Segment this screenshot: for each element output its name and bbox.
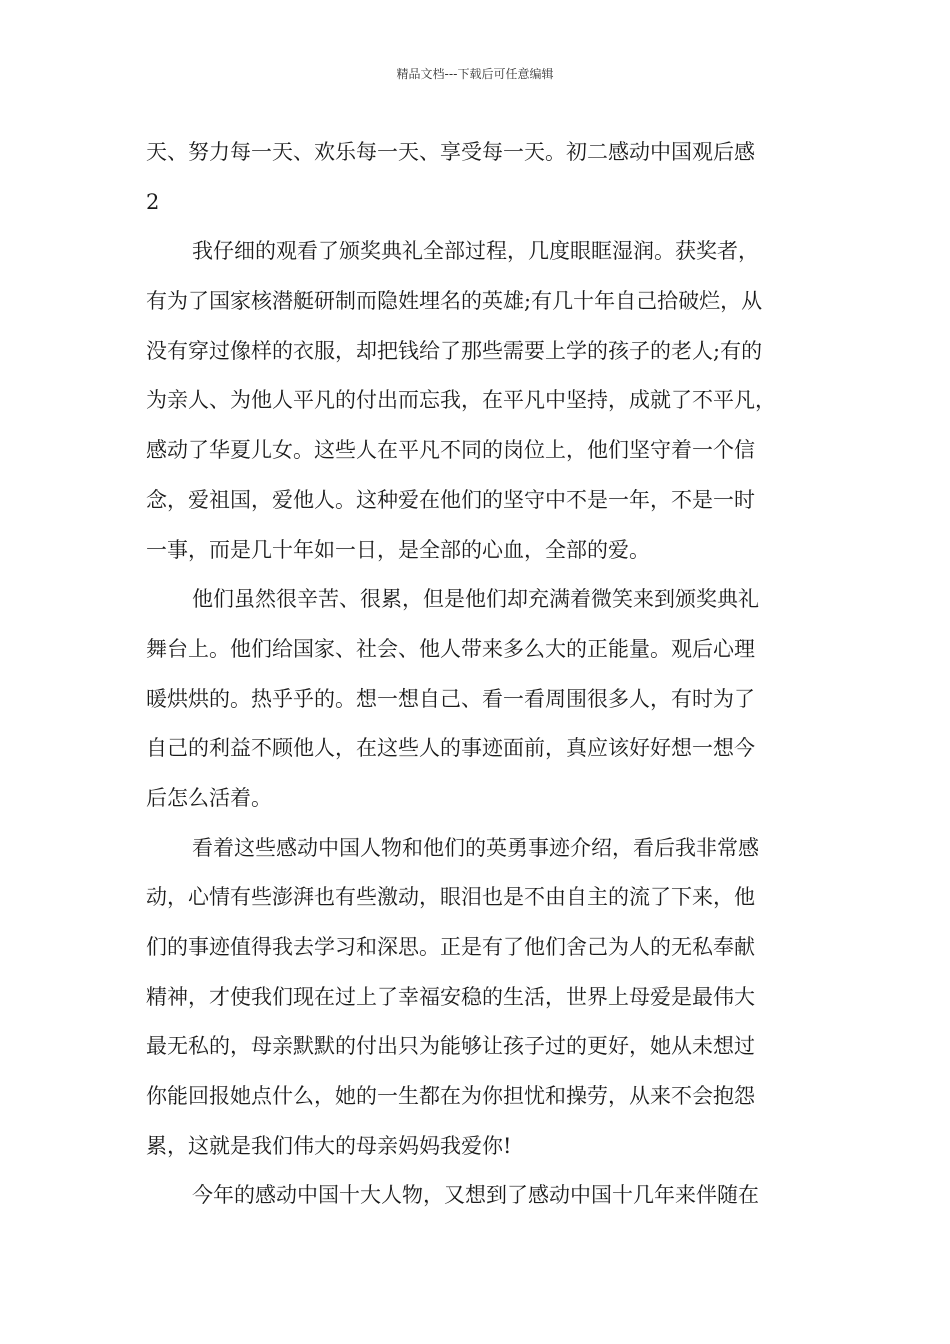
text-line: 没有穿过像样的衣服，却把钱给了那些需要上学的孩子的老人;有的: [146, 338, 763, 363]
body-text: [146, 128, 808, 1221]
text-line: 有为了国家核潜艇研制而隐姓埋名的英雄;有几十年自己拾破烂，从: [146, 289, 763, 314]
text-line: 暖烘烘的。热乎乎的。想一想自己、看一看周围很多人，有时为了: [146, 686, 755, 711]
text-line: 后怎么活着。: [146, 785, 272, 810]
text-line: 看着这些感动中国人物和他们的英勇事迹介绍，看后我非常感: [192, 835, 759, 860]
text-line: 念，爱祖国，爱他人。这种爱在他们的坚守中不是一年，不是一时: [146, 487, 755, 512]
text-line: 精神，才使我们现在过上了幸福安稳的生活，世界上母爱是最伟大: [146, 984, 755, 1009]
text-line: 最无私的，母亲默默的付出只为能够让孩子过的更好，她从未想过: [146, 1034, 755, 1059]
text-line: 天、努力每一天、欢乐每一天、享受每一天。初二感动中国观后感: [146, 140, 755, 164]
text-line: 一事，而是几十年如一日，是全部的心血，全部的爱。: [146, 537, 650, 562]
text-line: 们的事迹值得我去学习和深思。正是有了他们舍己为人的无私奉献: [146, 935, 755, 959]
text-line: 我仔细的观看了颁奖典礼全部过程，几度眼眶湿润。获奖者，: [192, 239, 759, 264]
text-line: 累，这就是我们伟大的母亲妈妈我爱你!: [146, 1133, 512, 1158]
text-line: 自己的利益不顾他人，在这些人的事迹面前，真应该好好想一想今: [146, 736, 755, 761]
text-line: 你能回报她点什么，她的一生都在为你担忧和操劳，从来不会抱怨: [146, 1084, 755, 1109]
text-line: 他们虽然很辛苦、很累，但是他们却充满着微笑来到颁奖典礼: [192, 587, 759, 612]
text-line: 舞台上。他们给国家、社会、他人带来多么大的正能量。观后心理: [146, 636, 755, 661]
text-line: 感动了华夏儿女。这些人在平凡不同的岗位上，他们坚守着一个信: [146, 438, 755, 463]
text-line: 动，心情有些澎湃也有些激动，眼泪也是不由自主的流了下来，他: [146, 885, 755, 910]
page-header: 精品文档---下载后可任意编辑: [396, 67, 554, 81]
text-line: 2: [146, 189, 160, 214]
text-line: 为亲人、为他人平凡的付出而忘我，在平凡中坚持，成就了不平凡，: [146, 388, 776, 413]
text-line: 今年的感动中国十大人物，又想到了感动中国十几年来伴随在: [192, 1183, 759, 1208]
